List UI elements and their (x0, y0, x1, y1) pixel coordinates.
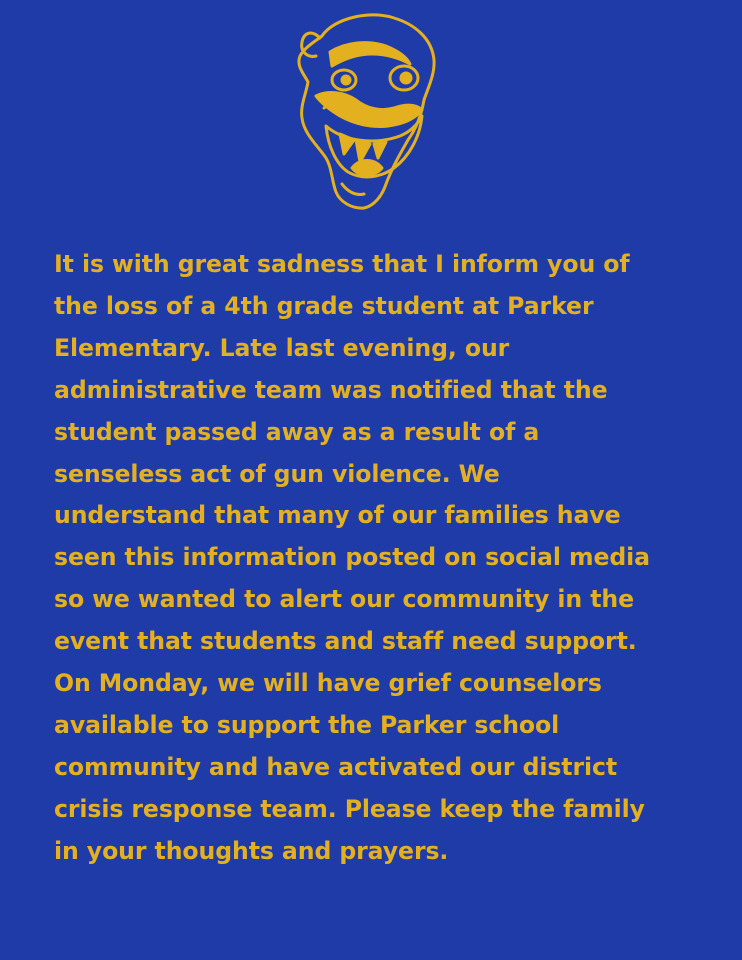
announcement-line: administrative team was notified that the (54, 375, 608, 404)
announcement-line: crisis response team. Please keep the family (54, 794, 645, 823)
announcement-line: community and have activated our district (54, 752, 618, 781)
announcement-line: On Monday, we will have grief counselors (54, 669, 602, 698)
announcement-line: so we wanted to alert our community in the (54, 585, 634, 614)
announcement-line: Elementary. Late last evening, our (54, 333, 510, 362)
announcement-text (54, 244, 694, 873)
announcement-line: in your thoughts and prayers. (54, 836, 449, 865)
announcement-line: senseless act of gun violence. We (54, 459, 500, 488)
announcement-line: available to support the Parker school (54, 710, 560, 739)
announcement-line: It is with great sadness that I inform you of (54, 250, 630, 278)
announcement-line: the loss of a 4th grade student at Parker (54, 291, 594, 320)
camel-mascot-icon (282, 8, 448, 212)
announcement-line: event that students and staff need support. (54, 627, 637, 656)
announcement-line: student passed away as a result of a (54, 417, 540, 446)
announcement-line: seen this information posted on social media (54, 543, 650, 572)
announcement-line: understand that many of our families have (54, 501, 621, 530)
